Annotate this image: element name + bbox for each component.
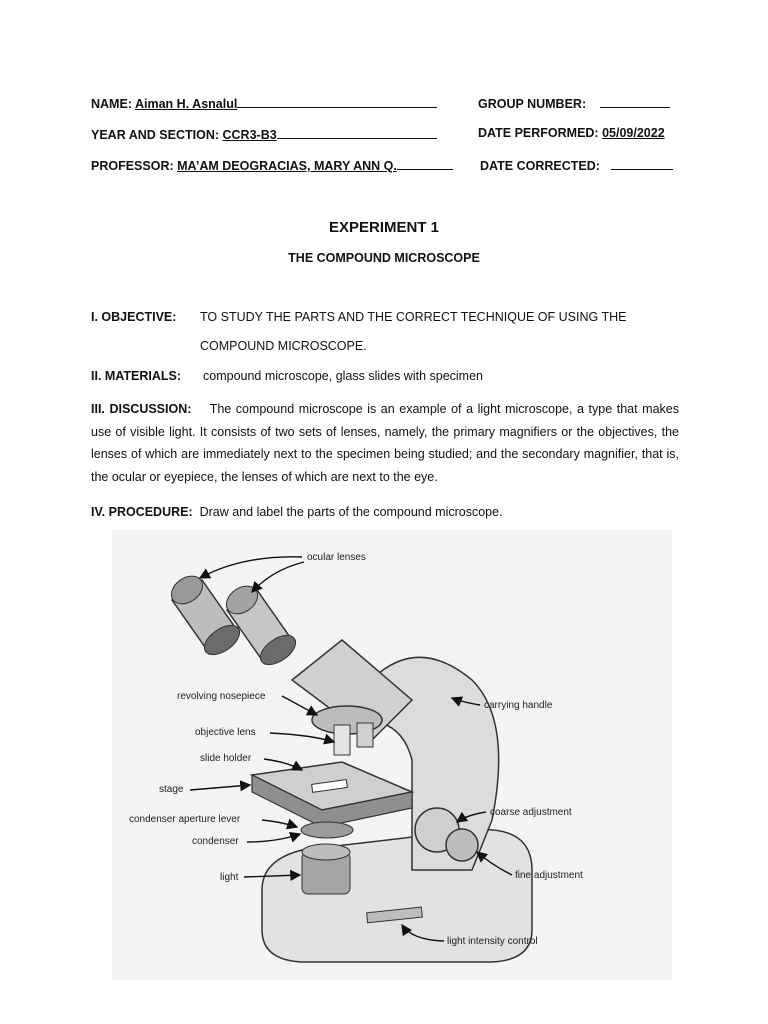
group-label: GROUP NUMBER:: [478, 97, 587, 111]
fine-knob: [446, 829, 478, 861]
light-lens: [302, 844, 350, 860]
name-value: Aiman H. Asnalul: [134, 97, 238, 111]
label-coarse: coarse adjustment: [490, 807, 572, 818]
date-performed-label: DATE PERFORMED:: [478, 126, 599, 140]
procedure-label: IV. PROCEDURE:: [91, 505, 193, 519]
materials-text: compound microscope, glass slides with specimen: [203, 369, 483, 383]
objective-line-1: TO STUDY THE PARTS AND THE CORRECT TECHNIQUE OF USING THE: [200, 310, 627, 324]
date-corrected-blank: [611, 157, 673, 170]
year-label: YEAR AND SECTION:: [91, 128, 220, 142]
label-fine: fine adjustment: [515, 870, 583, 881]
name-blank: [237, 95, 437, 108]
discussion-label: III. DISCUSSION:: [91, 402, 192, 416]
name-field: [91, 95, 437, 111]
label-slide-holder: slide holder: [200, 753, 252, 764]
arrow-ocular-2: [252, 562, 304, 592]
year-value: CCR3-B3: [222, 128, 277, 142]
name-label: NAME:: [91, 97, 132, 111]
arrow-aperture: [262, 820, 297, 827]
label-nosepiece: revolving nosepiece: [177, 691, 266, 702]
procedure-text: Draw and label the parts of the compound microscope.: [199, 505, 503, 519]
objective-shape-2: [357, 723, 373, 747]
professor-field: [91, 157, 453, 173]
label-handle: carrying handle: [484, 700, 553, 711]
arrow-stage: [190, 785, 250, 790]
arrow-objective: [270, 733, 334, 742]
group-blank: [600, 95, 670, 108]
discussion-text: The compound microscope is an example of a light microscope, a type that makes use of visible light. It consists of two sets of lenses, namely, the primary magnifiers or the objectives, the lenses of which are immediately next to the specimen being studied; and the secondary magnifier, that is, the ocular or eyepiece, the lenses of which are next to the eye.: [91, 402, 679, 484]
discussion-paragraph: [91, 398, 679, 488]
date-performed-field: [478, 126, 665, 140]
label-objective: objective lens: [195, 727, 256, 738]
professor-value: MA’AM DEOGRACIAS, MARY ANN Q.: [177, 159, 397, 173]
professor-label: PROFESSOR:: [91, 159, 174, 173]
date-corrected-label: DATE CORRECTED:: [480, 159, 600, 173]
label-light: light: [220, 872, 239, 883]
arrow-nosepiece: [282, 696, 317, 715]
microscope-diagram: [112, 530, 672, 980]
page-title: EXPERIMENT 1: [328, 219, 440, 236]
professor-blank: [397, 157, 453, 170]
label-stage: stage: [159, 784, 184, 795]
objective-shape-1: [334, 725, 350, 755]
label-condenser: condenser: [192, 836, 239, 847]
date-corrected-field: [480, 157, 673, 173]
label-ocular: ocular lenses: [307, 552, 366, 563]
microscope-figure: [112, 530, 672, 980]
year-field: [91, 126, 437, 142]
label-intensity: light intensity control: [447, 936, 538, 947]
page-subtitle: THE COMPOUND MICROSCOPE: [288, 251, 480, 265]
procedure-line: [91, 505, 503, 519]
objective-line-2: COMPOUND MICROSCOPE.: [200, 339, 367, 353]
label-aperture: condenser aperture lever: [129, 814, 241, 825]
year-blank: [277, 126, 437, 139]
objective-label: I. OBJECTIVE:: [91, 310, 177, 324]
group-field: [478, 95, 670, 111]
arrow-condenser: [247, 834, 300, 842]
materials-label: II. MATERIALS:: [91, 369, 182, 383]
date-performed-value: 05/09/2022: [602, 126, 665, 140]
condenser-shape: [301, 822, 353, 838]
